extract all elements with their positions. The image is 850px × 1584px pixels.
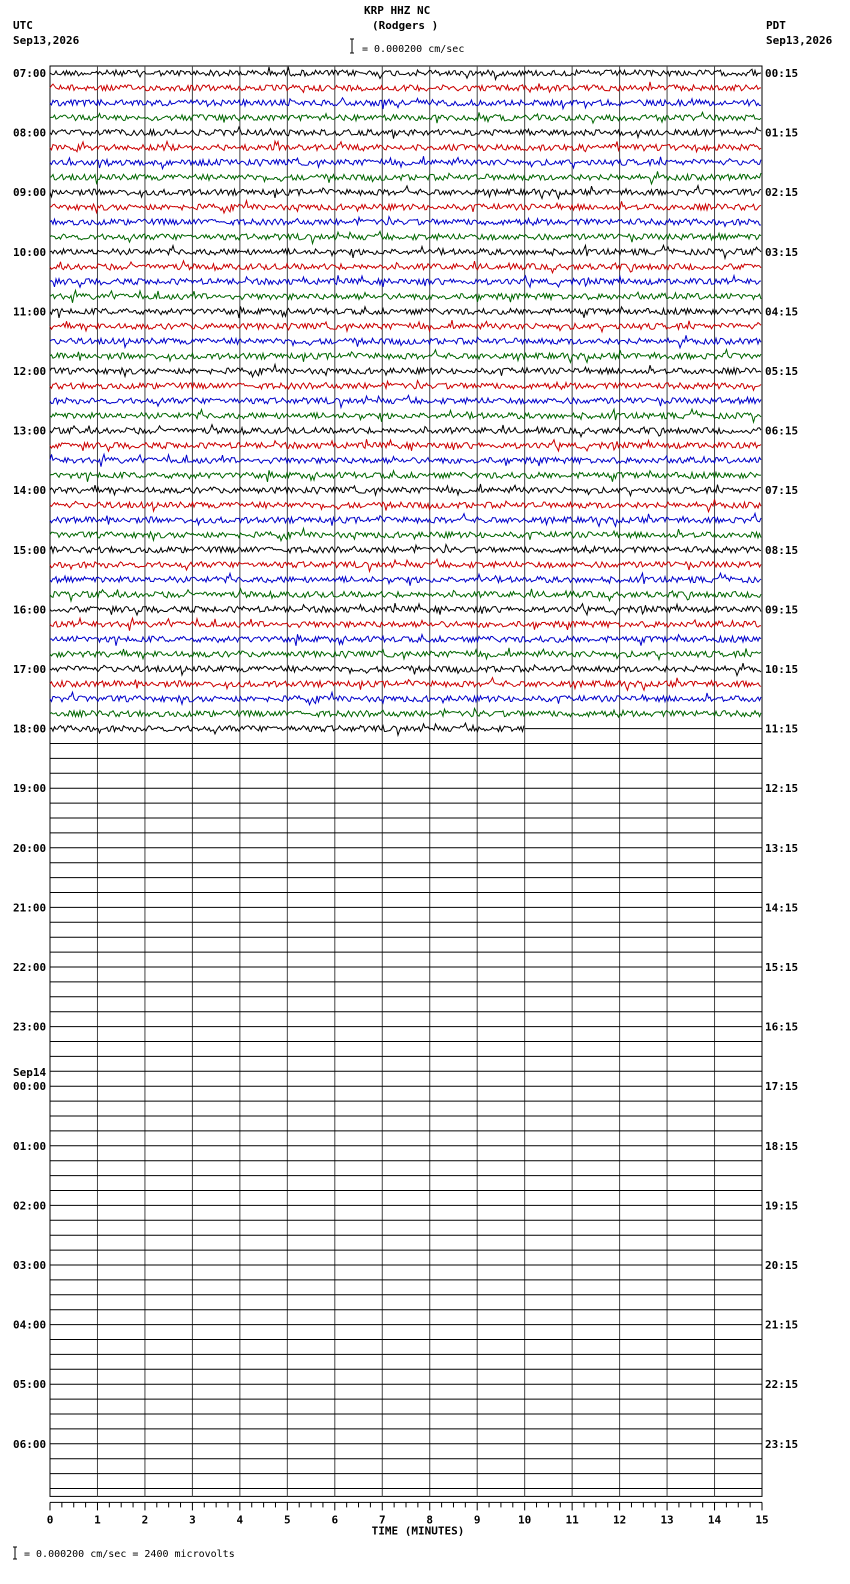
x-tick-label: 1 [94,1513,101,1527]
pdt-hour-label: 06:15 [765,424,799,438]
pdt-hour-label: 05:15 [765,365,799,378]
x-tick-label: 14 [707,1513,722,1527]
station-title: KRP HHZ NC [364,4,431,17]
utc-hour-label: 15:00 [13,543,47,557]
pdt-hour-label: 13:15 [765,841,799,855]
pdt-hour-label: 07:15 [765,484,799,498]
trace-row [50,98,761,109]
trace-row [50,425,761,437]
trace-row [50,290,761,302]
x-tick-label: 11 [565,1513,579,1527]
trace-row [50,634,761,646]
trace-row [50,350,761,363]
pdt-hour-label: 17:15 [765,1080,799,1094]
x-axis-label: TIME (MINUTES) [371,1524,465,1538]
header-scale-label: = 0.000200 cm/sec [362,44,465,55]
x-tick-label: 6 [331,1513,339,1527]
utc-hour-label: 23:00 [13,1020,47,1034]
trace-row [50,513,761,526]
trace-row [50,261,761,273]
trace-row [50,395,761,407]
utc-hour-label: 04:00 [13,1318,47,1332]
utc-hour-label: 17:00 [13,663,47,676]
utc-hour-label: 02:00 [13,1199,47,1213]
pdt-hour-label: 03:15 [765,245,799,259]
trace-row [50,365,761,377]
pdt-hour-label: 16:15 [765,1020,799,1034]
pdt-hour-label: 15:15 [765,961,799,974]
trace-row [50,454,761,466]
trace-row [50,335,761,348]
trace-row [50,545,761,554]
x-tick-label: 10 [518,1513,532,1527]
trace-row [50,618,761,630]
trace-row [50,470,761,482]
utc-hour-label: 07:00 [13,67,47,80]
utc-hour-label: 05:00 [13,1378,47,1392]
station-location: (Rodgers ) [372,19,439,32]
trace-row [50,663,761,676]
pdt-hour-label: 08:15 [765,543,799,557]
pdt-hour-label: 22:15 [765,1378,799,1392]
utc-hour-label: 22:00 [13,961,47,974]
trace-row [50,112,761,123]
date-change-label: Sep14 [13,1066,47,1080]
x-tick-label: 9 [473,1513,481,1527]
trace-row [50,245,761,258]
pdt-hour-label: 23:15 [765,1437,799,1451]
x-tick-label: 2 [141,1513,149,1527]
trace-row [50,231,761,243]
trace-row [50,127,761,139]
pdt-hour-label: 20:15 [765,1259,799,1272]
x-tick-label: 8 [426,1513,434,1527]
trace-row [50,82,761,93]
utc-hour-label: 20:00 [13,841,47,855]
x-tick-label: 3 [189,1513,196,1527]
trace-row [50,484,761,496]
utc-hour-label: 13:00 [13,424,47,438]
trace-row [50,573,761,586]
trace-row [50,141,761,152]
pdt-hour-label: 10:15 [765,663,799,676]
trace-row [50,306,761,318]
pdt-hour-label: 11:15 [765,722,799,736]
utc-hour-label: 01:00 [13,1139,47,1153]
trace-row [50,692,761,705]
pdt-hour-label: 14:15 [765,901,799,915]
utc-hour-label: 18:00 [13,722,47,736]
pdt-hour-label: 12:15 [765,782,799,796]
utc-hour-label: 03:00 [13,1259,47,1272]
pdt-hour-label: 18:15 [765,1139,799,1153]
trace-row [50,708,761,717]
trace-row [50,409,761,422]
trace-row [50,528,761,540]
right-date: Sep13,2026 [766,34,833,47]
left-date: Sep13,2026 [13,34,80,47]
trace-row [50,275,761,287]
trace-row [50,217,761,227]
right-timezone: PDT [766,19,786,32]
footer-scale-label: = 0.000200 cm/sec = 2400 microvolts [24,1549,235,1560]
trace-row [50,648,761,660]
pdt-hour-label: 09:15 [765,603,799,617]
x-tick-label: 0 [46,1513,54,1527]
trace-row [50,499,761,512]
pdt-hour-label: 00:15 [765,67,799,80]
utc-hour-label: 10:00 [13,245,47,259]
utc-hour-label: 11:00 [13,305,47,319]
utc-hour-label: 19:00 [13,782,47,796]
x-tick-label: 15 [755,1513,769,1527]
trace-row [50,156,761,169]
trace-row [50,320,761,332]
trace-row [50,678,761,691]
x-tick-label: 7 [378,1513,386,1527]
pdt-hour-label: 04:15 [765,305,799,319]
utc-hour-label: 06:00 [13,1437,47,1451]
pdt-hour-label: 19:15 [765,1199,799,1213]
trace-row [50,589,761,601]
left-timezone: UTC [13,19,33,32]
pdt-hour-label: 01:15 [765,126,799,140]
trace-row [50,186,761,199]
utc-hour-label: 08:00 [13,126,47,140]
utc-hour-label: 14:00 [13,484,47,498]
trace-row [50,381,761,391]
trace-row [50,67,761,80]
utc-hour-label: 21:00 [13,901,47,915]
trace-row [50,559,761,571]
pdt-hour-label: 21:15 [765,1318,799,1332]
x-tick-label: 4 [236,1513,244,1527]
trace-row [50,439,761,451]
utc-hour-label: 12:00 [13,365,47,378]
trace-row [50,603,761,615]
x-tick-label: 13 [660,1513,674,1527]
trace-row [50,171,761,184]
utc-hour-label: 00:00 [13,1080,47,1094]
pdt-hour-label: 02:15 [765,186,799,200]
utc-hour-label: 09:00 [13,186,47,200]
utc-hour-label: 16:00 [13,603,47,617]
trace-row [50,201,761,213]
x-tick-label: 12 [612,1513,627,1527]
x-tick-label: 5 [284,1513,291,1527]
